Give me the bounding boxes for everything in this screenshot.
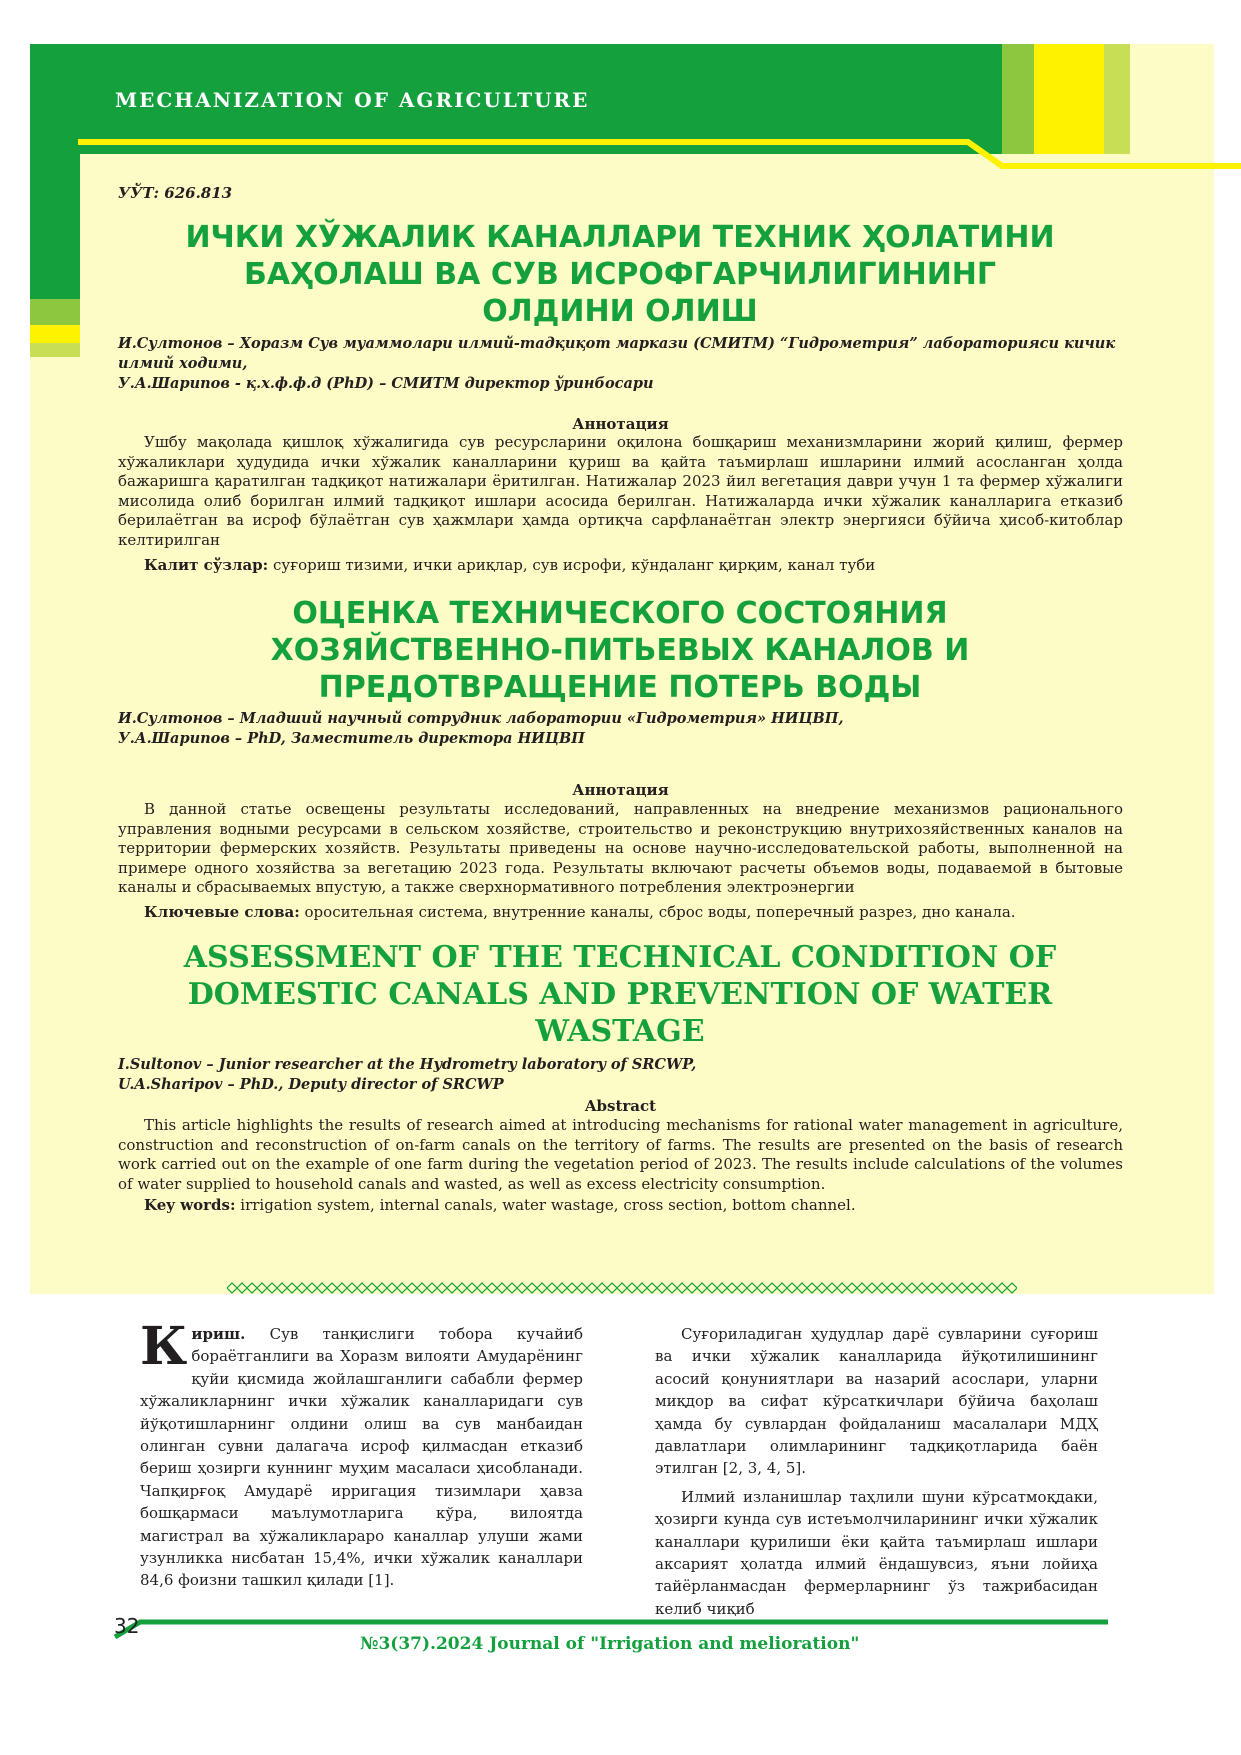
authors-en bbox=[118, 1055, 1123, 1095]
journal-footer: №3(37).2024 Journal of "Irrigation and melioration" bbox=[360, 1634, 860, 1654]
page-number: 32 bbox=[114, 1614, 140, 1638]
author-line: U.A.Sharipov – PhD., Deputy director of SRCWP bbox=[118, 1076, 504, 1093]
title-line: ОЛДИНИ ОЛИШ bbox=[482, 294, 758, 329]
title-line: DOMESTIC CANALS AND PREVENTION OF WATER bbox=[187, 977, 1053, 1012]
body-paragraph: Илмий изланишлар таҳлили шуни кўрсатмоқдаки, ҳозирги кунда сув истеъмолчиларининг ички хўжалик каналлари қурилиши ёки қайта таъмирлаш ишлари аксарият ҳолатда илмий ёндашувсиз, яъни лойиҳа тайёрланмасдан фермерларнинг ўз тажрибасидан келиб чиқиб bbox=[655, 1487, 1098, 1618]
journal-section-title: MECHANIZATION OF AGRICULTURE bbox=[115, 88, 590, 112]
body-column-right bbox=[655, 1323, 1098, 1626]
abstract-heading-en: Abstract bbox=[584, 1097, 657, 1115]
decor-stripe bbox=[30, 325, 80, 343]
author-line: I.Sultonov – Junior researcher at the Hydrometry laboratory of SRCWP, bbox=[118, 1056, 697, 1073]
keywords-ru bbox=[118, 903, 1123, 921]
article-title-uz bbox=[118, 219, 1122, 330]
title-line: WASTAGE bbox=[535, 1014, 705, 1049]
abstract-en: This article highlights the results of research aimed at introducing mechanisms for rational water management in agriculture, construction and reconstruction of on-farm canals on the territory of farms. The results are presented on the basis of research work carried out on the example of one farm during the vegetation period of 2023. The results include calculations of the volumes of water supplied to household canals and wasted, as well as excess electricity consumption. bbox=[118, 1116, 1123, 1193]
title-line: ПРЕДОТВРАЩЕНИЕ ПОТЕРЬ ВОДЫ bbox=[318, 670, 922, 705]
title-line: ОЦЕНКА ТЕХНИЧЕСКОГО СОСТОЯНИЯ bbox=[292, 596, 948, 631]
lead-word: ириш. bbox=[191, 1325, 246, 1343]
body-paragraph: Сув танқислиги тобора кучайиб бораётганлиги ва Хоразм вилояти Амударёнинг қуйи қисмида жойлашганлиги сабабли фермер хўжаликларнинг ички хўжалик каналларидаги сув йўқотишларнинг олдини олиш ва сув манбаидан олинган сувни далагача исроф қилмасдан етказиб бериш ҳозирги куннинг муҳим масаласи ҳисобланади. Чапқирғоқ Амударё ирригация тизимлари ҳавза бошқармаси маълумотларига кўра, вилоятда магистрал ва хўжаликлараро каналлар улуши жами узунликка нисбатан 15,4%, ички хўжалик каналлари 84,6 фоизни ташкил қилади [1]. bbox=[140, 1325, 583, 1590]
title-line: БАҲОЛАШ ВА СУВ ИСРОФГАРЧИЛИГИНИНГ bbox=[243, 257, 997, 292]
keywords-uz bbox=[118, 556, 1123, 574]
decorative-divider bbox=[227, 1282, 1017, 1294]
authors-ru bbox=[118, 709, 1123, 749]
title-line: ASSESSMENT OF THE TECHNICAL CONDITION OF bbox=[183, 940, 1057, 975]
keywords-label: Ключевые слова: bbox=[144, 903, 300, 921]
keywords-label: Калит сўзлар: bbox=[144, 556, 269, 574]
keywords-text: оросительная система, внутренние каналы, сброс воды, поперечный разрез, дно канала. bbox=[304, 903, 1016, 921]
article-title-ru bbox=[118, 595, 1122, 706]
keywords-label: Key words: bbox=[144, 1196, 236, 1214]
author-line: И.Султонов – Хоразм Сув муаммолари илмий-тадқиқот маркази (СМИТМ) “Гидрометрия” лабораторияси кичик bbox=[118, 335, 1116, 352]
authors-uz bbox=[118, 334, 1123, 394]
author-line: илмий ходими, bbox=[118, 355, 248, 372]
keywords-text: суғориш тизими, ички ариқлар, сув исрофи, кўндаланг қирқим, канал туби bbox=[273, 556, 876, 574]
title-line: ИЧКИ ХЎЖАЛИК КАНАЛЛАРИ ТЕХНИК ҲОЛАТИНИ bbox=[185, 220, 1055, 255]
udk-code: УЎТ: 626.813 bbox=[118, 184, 233, 202]
author-line: У.А.Шарипов - қ.х.ф.ф.д (PhD) – СМИТМ директор ўринбосари bbox=[118, 375, 654, 392]
decor-stripe bbox=[30, 299, 80, 325]
article-title-en bbox=[118, 939, 1122, 1050]
author-line: И.Султонов – Младший научный сотрудник лаборатории «Гидрометрия» НИЦВП, bbox=[118, 710, 844, 727]
abstract-heading-ru: Аннотация bbox=[572, 781, 669, 799]
abstract-uz: Ушбу мақолада қишлоқ хўжалигида сув ресурсларини оқилона бошқариш механизмларини жорий қилиш, фермер хўжаликлари ҳудудида ички хўжалик каналларини қуриш ва қайта таъмирлаш ишларини илмий асосланган ҳолда бажаришга қаратилган тадқиқот натижалари ёритилган. Натижалар 2023 йил вегетация даври учун 1 та фермер хўжалиги мисолида олиб борилган илмий тадқиқот ишлари асосида берилган. Натижаларда ички хўжалик каналларига етказиб берилаётган ва исроф бўлаётган сув ҳажмлари ҳамда ортиқча сарфланаётган электр энергияси бўйича ҳисоб-китоблар келтирилган bbox=[118, 433, 1123, 549]
author-line: У.А.Шарипов – PhD, Заместитель директора НИЦВП bbox=[118, 730, 585, 747]
keywords-text: irrigation system, internal canals, water wastage, cross section, bottom channel. bbox=[240, 1196, 856, 1214]
abstract-ru: В данной статье освещены результаты исследований, направленных на внедрение механизмов рационального управления водными ресурсами в сельском хозяйстве, строительство и реконструкцию внутрихозяйственных каналов на территории фермерских хозяйств. Результаты приведены на основе научно-исследовательской работы, выполненной на примере одного хозяйства за вегетацию 2023 года. Результаты включают расчеты объемов воды, подаваемой в бытовые каналы и сбрасываемых впустую, а также сверхнормативного потребления электроэнергии bbox=[118, 800, 1123, 897]
keywords-en bbox=[118, 1196, 1123, 1214]
title-line: ХОЗЯЙСТВЕННО-ПИТЬЕВЫХ КАНАЛОВ И bbox=[270, 633, 970, 668]
decor-stripe bbox=[30, 343, 80, 357]
body-paragraph: Суғориладиган ҳудудлар дарё сувларини суғориш ва ички хўжалик каналларида йўқотилишининг асосий қонуниятлари ва назарий асослари, уларни миқдор ва сифат кўрсаткичлари бўйича баҳолаш ҳамда бу сувлардан фойдаланиш масалалари МДҲ давлатлари олимларининг тадқиқотларида баён этилган [2, 3, 4, 5]. bbox=[655, 1325, 1098, 1478]
abstract-heading-uz: Аннотация bbox=[572, 415, 669, 433]
drop-cap: К bbox=[140, 1316, 188, 1377]
body-column-left bbox=[140, 1316, 583, 1592]
